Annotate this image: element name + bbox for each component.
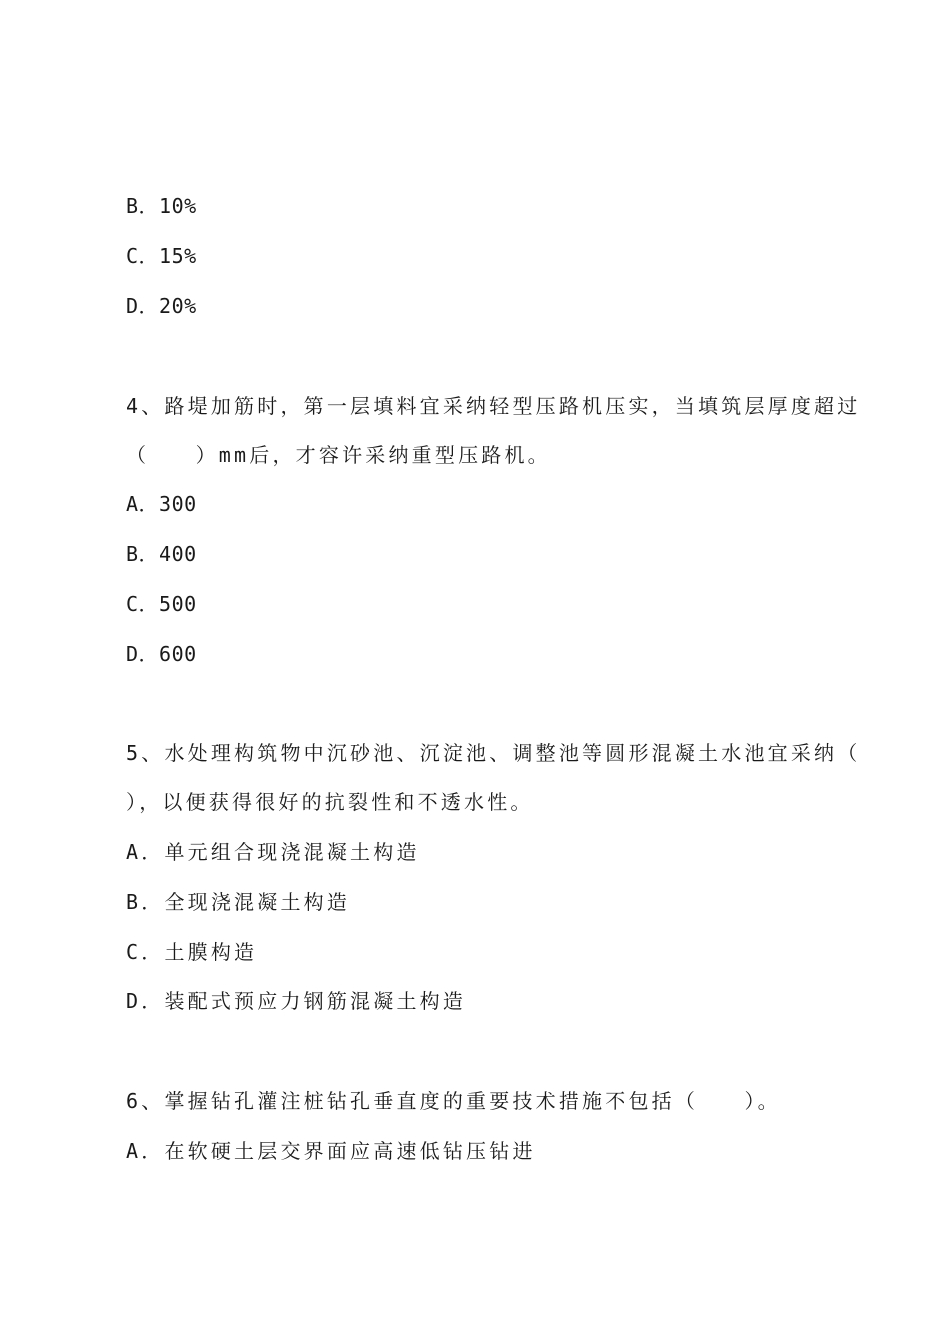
- q4-option-c: C．500: [126, 592, 197, 616]
- q5-option-d: D．装配式预应力钢筋混凝土构造: [126, 989, 467, 1013]
- q5-option-b: B．全现浇混凝土构造: [126, 890, 351, 914]
- q3-option-c: C．15%: [126, 244, 197, 268]
- q4-option-a: A．300: [126, 492, 197, 516]
- q4-stem-line1: 4、路堤加筋时，第一层填料宜采纳轻型压路机压实，当填筑层厚度超过: [126, 394, 861, 418]
- q5-stem-line1: 5、水处理构筑物中沉砂池、沉淀池、调整池等圆形混凝土水池宜采纳（: [126, 741, 861, 765]
- q4-option-d: D．600: [126, 642, 197, 666]
- q3-option-d: D．20%: [126, 294, 197, 318]
- q5-option-c: C．土膜构造: [126, 940, 258, 964]
- q4-option-b: B．400: [126, 542, 197, 566]
- q6-stem-line1: 6、掌握钻孔灌注桩钻孔垂直度的重要技术措施不包括（ ）。: [126, 1089, 781, 1113]
- q3-option-b: B．10%: [126, 194, 197, 218]
- q6-option-a: A．在软硬土层交界面应高速低钻压钻进: [126, 1139, 536, 1163]
- q5-stem-line2: ），以便获得很好的抗裂性和不透水性。: [126, 790, 534, 814]
- q4-stem-line2: （ ）mm后，才容许采纳重型压路机。: [126, 443, 551, 467]
- q5-option-a: A．单元组合现浇混凝土构造: [126, 840, 420, 864]
